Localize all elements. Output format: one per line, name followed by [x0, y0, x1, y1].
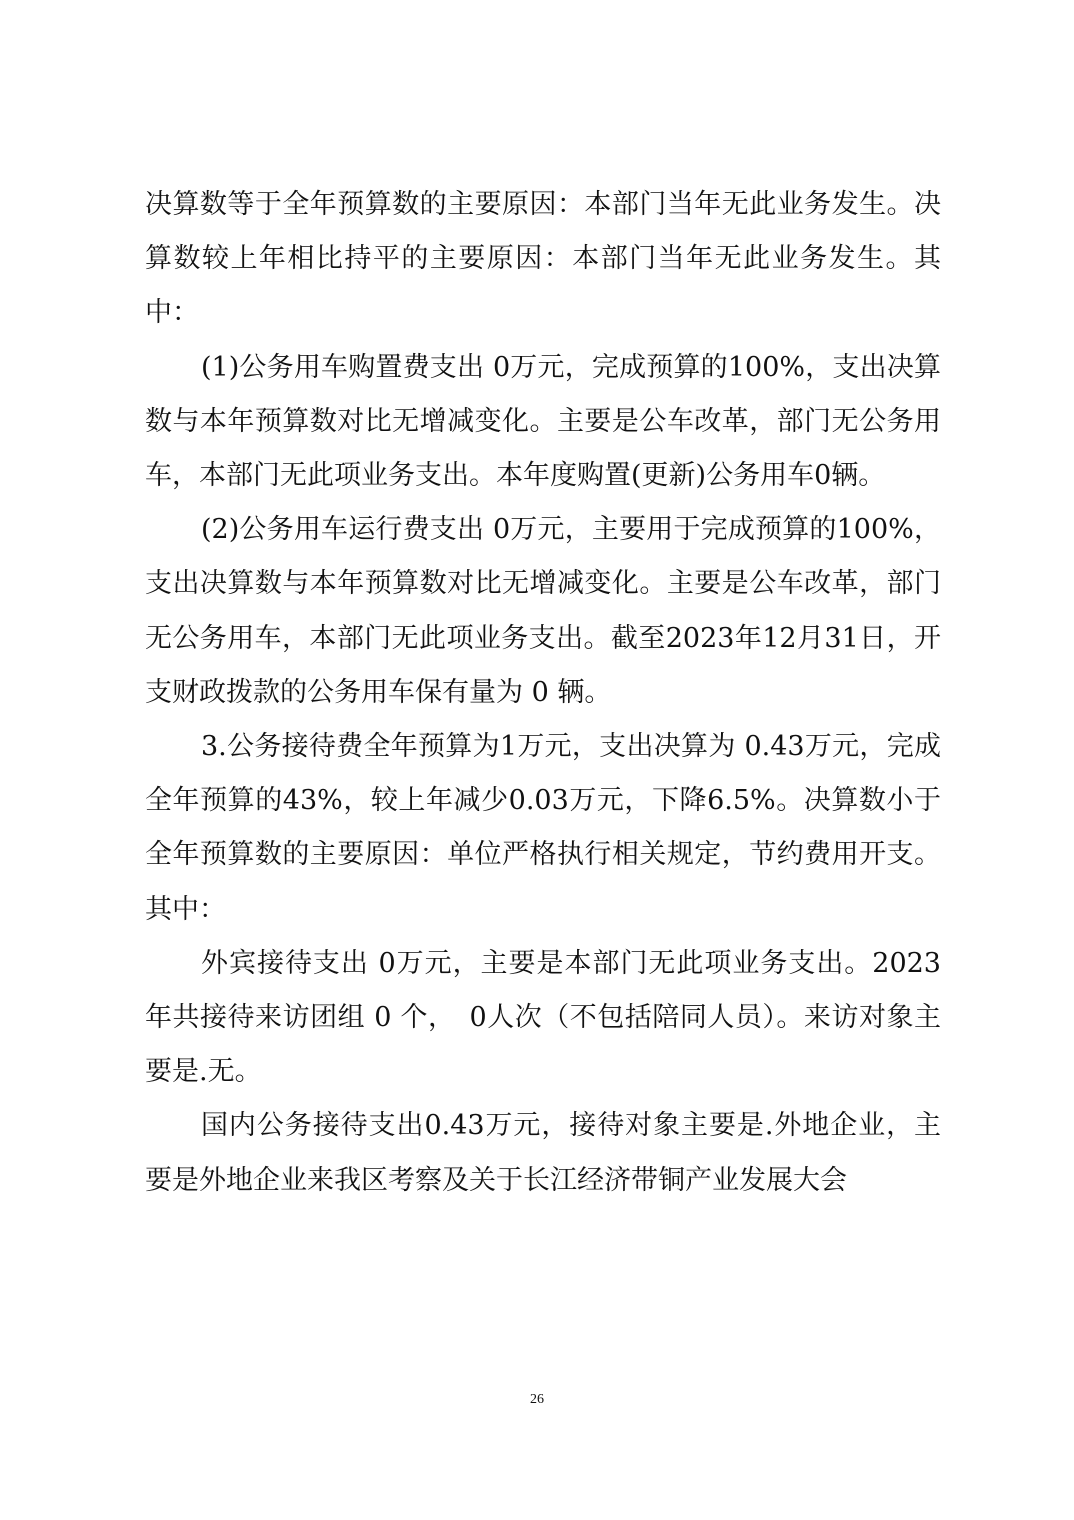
page-number: 26 [530, 1392, 544, 1407]
paragraph-foreign-reception: 外宾接待支出 0万元，主要是本部门无此项业务支出。2023年共接待来访团组 0 个， 0人次（不包括陪同人员）。来访对象主要是.无。 [145, 947, 941, 1088]
paragraph-vehicle-purchase: (1)公务用车购置费支出 0万元，完成预算的100%，支出决算数与本年预算数对比无增减变化。主要是公车改革，部门无公务用车，本部门无此项业务支出。本年度购置(更新)公务用车0辆。 [145, 351, 941, 492]
paragraph-reception-fee: 3.公务接待费全年预算为1万元，支出决算为 0.43万元，完成全年预算的43%，较上年减少0.03万元，下降6.5%。决算数小于全年预算数的主要原因：单位严格执行相关规定，节约费用开支。其中： [145, 731, 941, 925]
paragraph-domestic-reception: 国内公务接待支出0.43万元，接待对象主要是.外地企业，主要是外地企业来我区考察及关于长江经济带铜产业发展大会 [145, 1110, 941, 1196]
document-body [145, 178, 941, 1208]
paragraph-vehicle-operation: (2)公务用车运行费支出 0万元，主要用于完成预算的100%，支出决算数与本年预算数对比无增减变化。主要是公车改革，部门无公务用车，本部门无此项业务支出。截至2023年12月31日，开支财政拨款的公务用车保有量为 0 辆。 [145, 514, 941, 708]
paragraph-budget-reason: 决算数等于全年预算数的主要原因：本部门当年无此业务发生。决算数较上年相比持平的主要原因：本部门当年无此业务发生。其中： [145, 189, 941, 329]
